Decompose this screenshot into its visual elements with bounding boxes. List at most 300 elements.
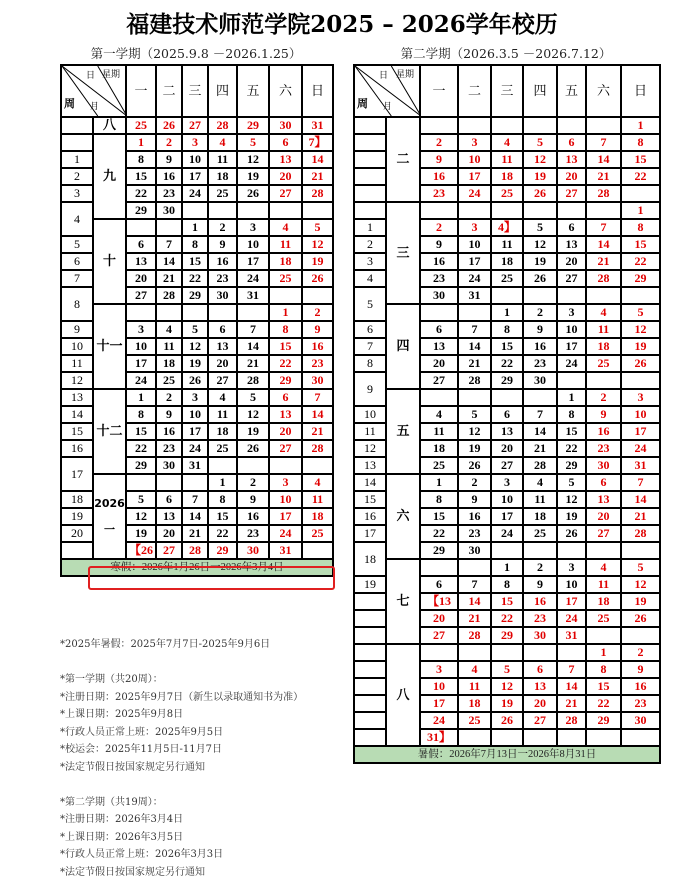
note-line: *上课日期：2026年3月5日 — [60, 831, 184, 843]
weekday-header: 三 — [182, 65, 208, 117]
month-cell — [93, 134, 126, 219]
day-cell: 17 — [557, 338, 586, 355]
day-cell: 28 — [586, 270, 621, 287]
day-cell: 8 — [557, 406, 586, 423]
day-cell — [420, 644, 458, 661]
week-number-cell: 13 — [354, 457, 386, 474]
weekday-header: 一 — [126, 65, 156, 117]
day-cell: 23 — [523, 610, 557, 627]
day-cell: 31 — [557, 627, 586, 644]
day-cell: 9 — [523, 576, 557, 593]
week-number-cell: 8 — [61, 287, 93, 321]
day-cell: 9 — [458, 491, 491, 508]
day-cell: 12 — [491, 678, 523, 695]
day-cell — [182, 202, 208, 219]
note-line: *2025年暑假：2025年7月7日-2025年9月6日 — [60, 639, 271, 650]
day-cell: 4 — [586, 559, 621, 576]
month-cell — [386, 474, 420, 559]
day-cell: 30 — [458, 542, 491, 559]
day-cell: 15 — [586, 678, 621, 695]
day-cell: 24 — [182, 185, 208, 202]
day-cell — [557, 729, 586, 746]
day-cell: 17 — [182, 423, 208, 440]
day-cell: 5 — [458, 406, 491, 423]
day-cell: 20 — [208, 355, 237, 372]
week-number-cell: 1 — [61, 151, 93, 168]
day-cell: 18 — [156, 355, 182, 372]
day-cell: 4 — [420, 406, 458, 423]
day-cell — [156, 304, 182, 321]
day-cell: 19 — [458, 440, 491, 457]
weekday-header: 日 — [621, 65, 660, 117]
day-cell — [458, 729, 491, 746]
calendar-row — [354, 202, 660, 219]
day-cell: 26 — [491, 712, 523, 729]
day-cell: 28 — [302, 185, 333, 202]
day-cell: 10 — [621, 406, 660, 423]
day-cell: 13 — [491, 423, 523, 440]
day-cell: 7 — [458, 321, 491, 338]
day-cell: 21 — [237, 355, 269, 372]
week-number-cell — [61, 542, 93, 559]
day-cell — [621, 185, 660, 202]
day-cell: 9 — [208, 236, 237, 253]
week-number-cell: 17 — [354, 525, 386, 542]
day-cell: 23 — [523, 355, 557, 372]
day-cell: 8 — [586, 661, 621, 678]
day-cell: 24 — [126, 372, 156, 389]
week-number-cell: 10 — [354, 406, 386, 423]
calendar-row — [61, 389, 333, 406]
day-cell: 23 — [302, 355, 333, 372]
day-cell: 22 — [557, 440, 586, 457]
day-cell: 29 — [420, 542, 458, 559]
semester2-calendar-table — [353, 64, 661, 764]
day-cell — [269, 202, 302, 219]
day-cell: 5 — [557, 474, 586, 491]
day-cell: 20 — [269, 423, 302, 440]
day-cell: 14 — [156, 253, 182, 270]
week-number-cell — [354, 644, 386, 661]
day-cell: 12 — [302, 236, 333, 253]
day-cell — [302, 202, 333, 219]
day-cell: 29 — [586, 712, 621, 729]
day-cell: 25 — [586, 355, 621, 372]
day-cell — [523, 202, 557, 219]
day-cell: 16 — [156, 168, 182, 185]
day-cell: 25 — [126, 117, 156, 134]
month-cell — [93, 389, 126, 474]
day-label: 日 — [379, 71, 389, 81]
day-cell: 19 — [126, 525, 156, 542]
day-cell: 7】 — [302, 134, 333, 151]
day-cell: 4 — [156, 321, 182, 338]
note-line — [60, 654, 303, 672]
day-cell: 10 — [420, 678, 458, 695]
month-cell — [93, 474, 126, 559]
week-number-cell: 7 — [61, 270, 93, 287]
day-cell: 26 — [237, 185, 269, 202]
day-cell: 3 — [126, 321, 156, 338]
day-cell: 10 — [126, 338, 156, 355]
day-cell: 29 — [237, 117, 269, 134]
day-cell: 19 — [557, 508, 586, 525]
day-cell: 28 — [302, 440, 333, 457]
day-cell: 13 — [420, 338, 458, 355]
day-cell: 5 — [182, 321, 208, 338]
day-cell: 12 — [126, 508, 156, 525]
month-cell — [93, 117, 126, 134]
day-cell: 12 — [621, 321, 660, 338]
week-number-cell: 5 — [354, 287, 386, 321]
day-cell: 27 — [156, 542, 182, 559]
week-number-cell — [354, 678, 386, 695]
day-cell — [237, 202, 269, 219]
day-cell: 18 — [523, 508, 557, 525]
day-cell — [208, 304, 237, 321]
day-cell: 12 — [237, 151, 269, 168]
day-cell — [302, 542, 333, 559]
note-line: *第一学期（共20周）： — [60, 674, 163, 685]
week-number-cell: 14 — [354, 474, 386, 491]
day-cell: 2 — [208, 219, 237, 236]
day-cell: 22 — [269, 355, 302, 372]
week-number-cell — [354, 712, 386, 729]
day-cell: 19 — [621, 593, 660, 610]
note-line: *法定节假日按国家规定另行通知 — [60, 761, 205, 773]
day-cell: 27 — [208, 372, 237, 389]
day-cell: 14 — [523, 423, 557, 440]
day-cell: 20 — [126, 270, 156, 287]
day-cell: 20 — [420, 610, 458, 627]
day-cell: 19 — [237, 168, 269, 185]
day-cell: 14 — [302, 406, 333, 423]
day-cell: 【13 — [420, 593, 458, 610]
header-row — [354, 65, 660, 117]
day-cell: 21 — [182, 525, 208, 542]
day-cell: 5 — [491, 661, 523, 678]
week-number-cell: 9 — [61, 321, 93, 338]
day-cell: 2 — [523, 559, 557, 576]
day-cell — [586, 117, 621, 134]
day-cell: 9 — [420, 151, 458, 168]
day-cell: 16 — [523, 593, 557, 610]
month-label: 七 — [396, 594, 410, 609]
week-number-cell — [354, 627, 386, 644]
day-cell: 29 — [491, 627, 523, 644]
day-cell: 17 — [237, 253, 269, 270]
day-cell: 30 — [302, 372, 333, 389]
day-cell: 28 — [208, 117, 237, 134]
day-cell: 19 — [182, 355, 208, 372]
day-cell: 27 — [557, 185, 586, 202]
day-cell: 28 — [458, 372, 491, 389]
day-cell: 26 — [458, 457, 491, 474]
day-cell: 11 — [491, 151, 523, 168]
month-cell — [93, 219, 126, 304]
day-cell — [458, 644, 491, 661]
day-cell: 11 — [586, 576, 621, 593]
day-cell: 3 — [420, 661, 458, 678]
day-cell: 16 — [156, 423, 182, 440]
diagonal-header-cell — [61, 65, 126, 117]
month-label: 十 — [102, 254, 116, 269]
weekday-header: 四 — [523, 65, 557, 117]
day-cell: 25 — [586, 610, 621, 627]
day-cell: 3 — [269, 474, 302, 491]
month-label: 三 — [396, 245, 410, 261]
day-cell: 2 — [458, 474, 491, 491]
day-cell: 6 — [156, 491, 182, 508]
weekday-header: 日 — [302, 65, 333, 117]
day-cell: 10 — [182, 151, 208, 168]
day-cell: 26 — [523, 270, 557, 287]
day-cell: 3 — [557, 559, 586, 576]
week-number-cell: 15 — [61, 423, 93, 440]
day-cell: 12 — [237, 406, 269, 423]
day-cell: 26 — [182, 372, 208, 389]
day-cell: 2 — [420, 219, 458, 236]
day-cell — [523, 542, 557, 559]
day-cell: 20 — [156, 525, 182, 542]
day-cell: 18 — [420, 440, 458, 457]
day-cell: 27 — [420, 372, 458, 389]
day-cell: 9 — [586, 406, 621, 423]
day-cell: 13 — [126, 253, 156, 270]
day-cell: 3 — [458, 219, 491, 236]
day-cell: 8 — [208, 491, 237, 508]
note-line: *注册日期：2026年3月4日 — [60, 814, 184, 825]
day-cell: 5 — [126, 491, 156, 508]
holiday-footer: 寒假：2026年1月26日一2026年3月4日 — [61, 559, 333, 576]
calendar-row — [61, 117, 333, 134]
week-number-cell — [354, 729, 386, 746]
day-cell: 7 — [557, 661, 586, 678]
day-cell: 18 — [208, 423, 237, 440]
day-cell: 25 — [491, 185, 523, 202]
day-cell: 17 — [557, 593, 586, 610]
calendar-row — [61, 134, 333, 151]
day-cell — [557, 202, 586, 219]
day-cell: 4】 — [491, 219, 523, 236]
day-cell: 27 — [523, 712, 557, 729]
day-cell: 4 — [523, 474, 557, 491]
day-cell — [156, 474, 182, 491]
day-cell: 12 — [523, 236, 557, 253]
day-cell — [557, 372, 586, 389]
day-cell: 22 — [420, 525, 458, 542]
day-cell — [302, 457, 333, 474]
month-cell — [386, 389, 420, 474]
day-cell: 29 — [557, 457, 586, 474]
day-cell: 14 — [586, 236, 621, 253]
day-cell: 15 — [491, 338, 523, 355]
day-cell: 30 — [586, 457, 621, 474]
day-cell: 7 — [237, 321, 269, 338]
note-line: *法定节假日按国家规定另行通知 — [60, 866, 205, 878]
day-cell: 22 — [491, 610, 523, 627]
day-cell: 11 — [208, 406, 237, 423]
day-cell: 15 — [126, 168, 156, 185]
day-cell: 1 — [621, 117, 660, 134]
week-number-cell: 9 — [354, 372, 386, 406]
day-cell: 12 — [557, 491, 586, 508]
day-cell — [621, 627, 660, 644]
day-cell: 10 — [491, 491, 523, 508]
day-cell: 25 — [269, 270, 302, 287]
day-cell — [523, 287, 557, 304]
day-cell: 6 — [523, 661, 557, 678]
calendar-row — [61, 304, 333, 321]
day-cell — [586, 729, 621, 746]
day-cell: 14 — [302, 151, 333, 168]
day-cell: 22 — [621, 253, 660, 270]
day-cell: 13 — [523, 678, 557, 695]
day-cell: 31 — [302, 117, 333, 134]
day-cell: 12 — [182, 338, 208, 355]
month-label: 月 — [383, 102, 393, 112]
day-cell: 10 — [458, 151, 491, 168]
day-cell — [586, 627, 621, 644]
weekday-header: 一 — [420, 65, 458, 117]
day-cell: 17 — [458, 253, 491, 270]
month-label: 九 — [102, 169, 116, 184]
month-label: 四 — [396, 339, 410, 354]
month-label: 八 — [102, 118, 116, 133]
day-cell: 29 — [621, 270, 660, 287]
day-cell: 29 — [208, 542, 237, 559]
day-cell: 9 — [621, 661, 660, 678]
day-cell: 16 — [586, 423, 621, 440]
month-label: 二 — [396, 152, 410, 167]
week-number-cell: 12 — [61, 372, 93, 389]
day-cell: 9 — [420, 236, 458, 253]
week-number-cell: 16 — [354, 508, 386, 525]
week-number-cell: 2 — [61, 168, 93, 185]
day-cell — [621, 372, 660, 389]
day-cell: 19 — [237, 423, 269, 440]
day-cell: 19 — [523, 168, 557, 185]
day-cell — [586, 372, 621, 389]
day-cell: 24 — [420, 712, 458, 729]
day-cell: 28 — [182, 542, 208, 559]
day-cell — [491, 389, 523, 406]
day-cell: 1 — [126, 389, 156, 406]
day-cell: 18 — [302, 508, 333, 525]
day-cell: 8 — [491, 576, 523, 593]
day-cell: 29 — [182, 287, 208, 304]
day-cell: 10 — [269, 491, 302, 508]
calendar-row — [354, 474, 660, 491]
day-cell: 8 — [126, 406, 156, 423]
week-number-cell: 10 — [61, 338, 93, 355]
day-cell: 8 — [621, 134, 660, 151]
day-cell: 7 — [302, 389, 333, 406]
day-cell: 11 — [491, 236, 523, 253]
notes-section — [60, 636, 303, 881]
day-label: 日 — [86, 71, 96, 81]
day-cell: 2 — [621, 644, 660, 661]
day-cell: 2 — [420, 134, 458, 151]
day-cell: 14 — [458, 338, 491, 355]
day-cell: 13 — [269, 151, 302, 168]
day-cell: 1 — [491, 304, 523, 321]
day-cell: 24 — [182, 440, 208, 457]
day-cell: 21 — [523, 440, 557, 457]
day-cell — [420, 389, 458, 406]
day-cell: 4 — [208, 134, 237, 151]
day-cell: 21 — [302, 423, 333, 440]
day-cell: 22 — [126, 440, 156, 457]
weekday-header: 六 — [586, 65, 621, 117]
day-cell: 27 — [491, 457, 523, 474]
weekday-label: 星期 — [396, 70, 415, 80]
day-cell: 27 — [420, 627, 458, 644]
day-cell: 24 — [491, 525, 523, 542]
day-cell: 5 — [621, 559, 660, 576]
day-cell: 5 — [237, 389, 269, 406]
day-cell: 11 — [269, 236, 302, 253]
week-number-cell — [354, 151, 386, 168]
week-number-cell: 14 — [61, 406, 93, 423]
week-number-cell — [354, 117, 386, 134]
day-cell — [458, 117, 491, 134]
week-label: 周 — [64, 97, 75, 110]
day-cell: 19 — [523, 253, 557, 270]
day-cell — [269, 287, 302, 304]
day-cell: 27 — [557, 270, 586, 287]
day-cell: 25 — [208, 440, 237, 457]
note-line — [60, 776, 303, 794]
day-cell: 16 — [621, 678, 660, 695]
day-cell: 9 — [156, 151, 182, 168]
day-cell: 17 — [269, 508, 302, 525]
day-cell: 8 — [269, 321, 302, 338]
day-cell: 7 — [156, 236, 182, 253]
day-cell: 10 — [557, 576, 586, 593]
day-cell: 27 — [182, 117, 208, 134]
day-cell: 23 — [156, 185, 182, 202]
week-number-cell — [354, 134, 386, 151]
day-cell: 21 — [586, 253, 621, 270]
day-cell — [586, 287, 621, 304]
day-cell: 7 — [182, 491, 208, 508]
day-cell: 23 — [156, 440, 182, 457]
day-cell: 23 — [208, 270, 237, 287]
day-cell: 21 — [586, 168, 621, 185]
day-cell: 17 — [458, 168, 491, 185]
month-cell — [386, 644, 420, 746]
day-cell: 13 — [208, 338, 237, 355]
day-cell: 2 — [156, 389, 182, 406]
day-cell — [491, 117, 523, 134]
day-cell: 6 — [557, 134, 586, 151]
day-cell: 1 — [586, 644, 621, 661]
week-number-cell: 2 — [354, 236, 386, 253]
day-cell: 8 — [182, 236, 208, 253]
week-number-cell: 15 — [354, 491, 386, 508]
week-number-cell — [354, 593, 386, 610]
day-cell: 16 — [208, 253, 237, 270]
day-cell: 9 — [156, 406, 182, 423]
day-cell: 20 — [586, 508, 621, 525]
day-cell: 24 — [269, 525, 302, 542]
day-cell: 28 — [586, 185, 621, 202]
day-cell: 1 — [126, 134, 156, 151]
day-cell: 31 — [458, 287, 491, 304]
day-cell — [523, 729, 557, 746]
day-cell — [621, 542, 660, 559]
